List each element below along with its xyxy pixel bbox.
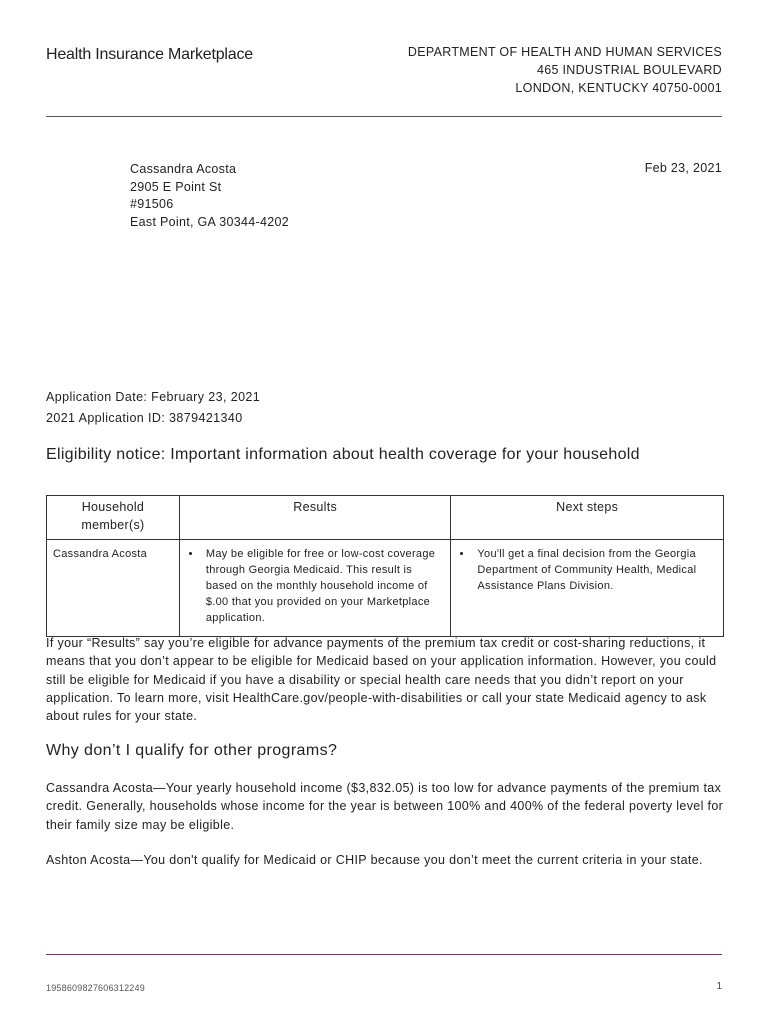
table-header-row [47,496,724,540]
letter-date: Feb 23, 2021 [644,161,722,175]
department-address [408,43,722,97]
cell-next-step [451,540,724,637]
cell-result [179,540,451,637]
result-list [186,546,445,626]
document-code: 1958609827606312249 [46,983,145,993]
other-programs-heading: Why don’t I qualify for other programs? [46,742,338,759]
next-step-item: • You'll get a final decision from the Georgia Department of Community Health, Medical Assistance Plans Division. [473,546,717,594]
application-info [46,387,260,429]
header-next-steps: Next steps [451,496,724,540]
marketplace-logo [46,46,253,64]
logo-text-strong: Marketplace [168,46,253,63]
header-household-members: Household member(s) [47,496,180,540]
header-divider [46,116,722,117]
ashton-medicaid-paragraph: Ashton Acosta—You don't qualify for Medicaid or CHIP because you don’t meet the current criteria in your state. [46,853,703,867]
dept-line-1: DEPARTMENT OF HEALTH AND HUMAN SERVICES [407,45,722,59]
recipient-city: East Point, GA 30344-4202 [130,214,289,229]
logo-text-light: Health Insurance [46,46,164,63]
notice-title: Eligibility notice: Important information about health coverage for your household [46,446,640,463]
next-step-list [457,546,717,594]
cassandra-income-paragraph: Cassandra Acosta—Your yearly household income ($3,832.05) is too low for advance payments of the premium tax credit. Generally, households whose income for the year is between 100% and 400% of the federal poverty level for their family size may be eligible. [46,781,724,832]
page-number: 1 [716,981,722,992]
recipient-name: Cassandra Acosta [130,162,237,176]
results-explanation-paragraph: If your “Results” say you’re eligible for advance payments of the premium tax credit or cost-sharing reductions, it means that you don’t appear to be eligible for Medicaid based on your application information. However, you could still be eligible for Medicaid if you have a disability or special health care needs that you didn’t report on your application. To learn more, visit HealthCare.gov/people-with-disabilities or call your state Medicaid agency to ask about rules for your state. [46,636,717,724]
result-item: • May be eligible for free or low-cost coverage through Georgia Medicaid. This result is based on the monthly household income of $.00 that you provided on your Marketplace application. [202,546,445,626]
recipient-address [130,161,289,231]
cell-member: Cassandra Acosta [47,540,180,637]
eligibility-results-table [46,495,724,637]
table-row [47,540,724,637]
application-id: 2021 Application ID: 3879421340 [46,411,243,425]
header-results: Results [179,496,451,540]
dept-line-2: 465 INDUSTRIAL BOULEVARD [536,63,722,77]
recipient-street: 2905 E Point St [130,179,222,194]
footer-divider [46,954,722,955]
application-date: Application Date: February 23, 2021 [46,390,261,404]
recipient-unit: #91506 [130,197,174,211]
dept-line-3: LONDON, KENTUCKY 40750-0001 [515,81,722,95]
